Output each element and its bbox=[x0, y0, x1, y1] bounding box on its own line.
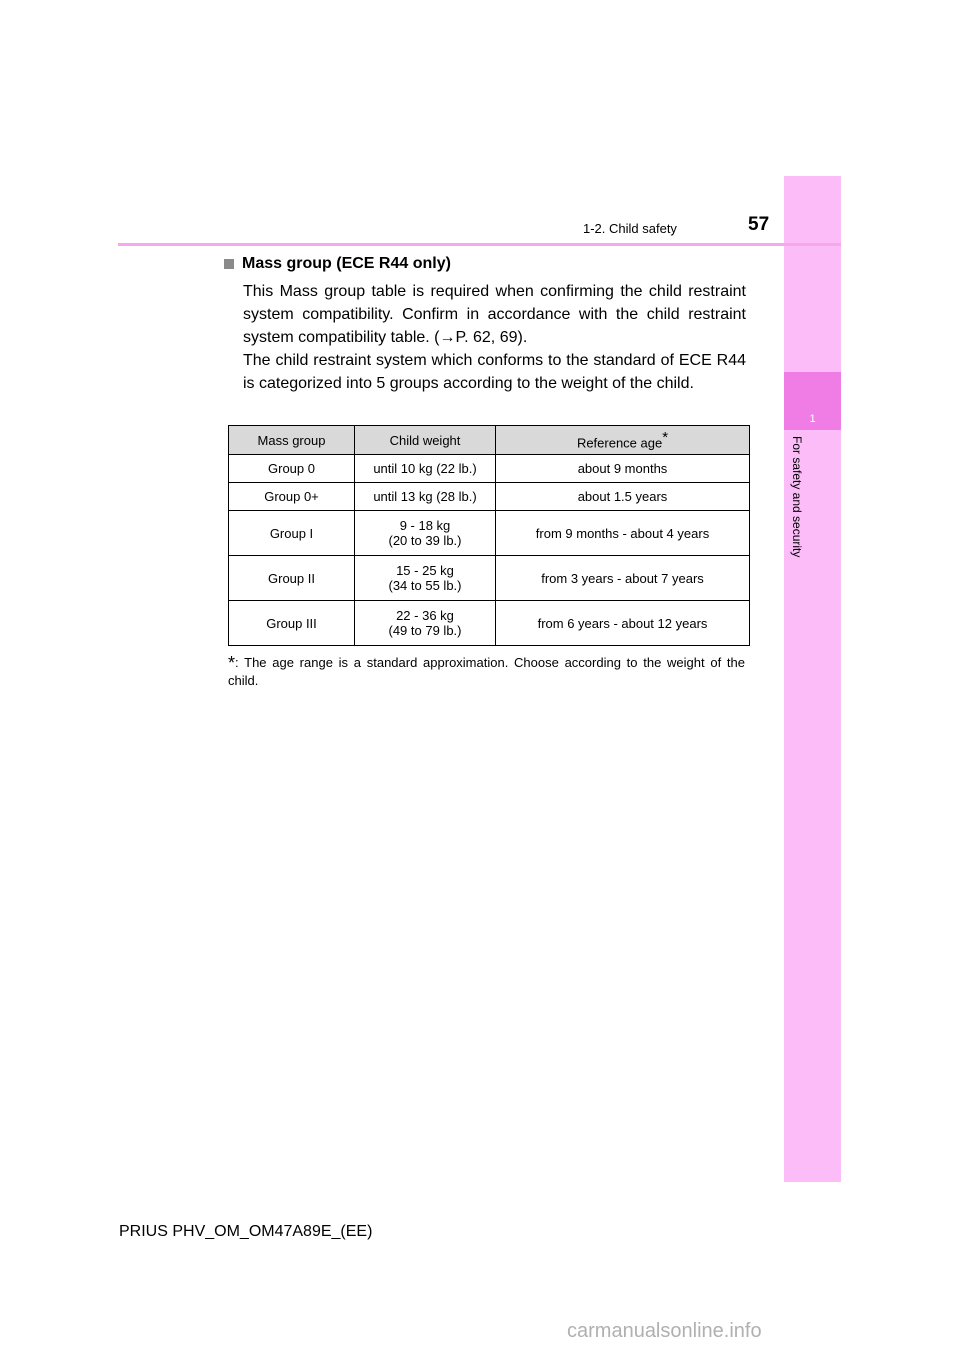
section-heading bbox=[224, 255, 451, 273]
footnote-text: : The age range is a standard approximation. Choose according to the weight of the child. bbox=[228, 655, 745, 688]
mass-group-table bbox=[228, 425, 750, 646]
table-row bbox=[229, 601, 750, 646]
table-row bbox=[229, 455, 750, 483]
chapter-tab-number: 1 bbox=[809, 413, 816, 425]
header-reference-age bbox=[496, 426, 750, 455]
table-header-row bbox=[229, 426, 750, 455]
cell-weight: until 13 kg (28 lb.) bbox=[355, 483, 496, 511]
heading-text: Mass group (ECE R44 only) bbox=[242, 255, 451, 272]
cell-age: from 9 months - about 4 years bbox=[496, 511, 750, 556]
footnote-mark: * bbox=[228, 653, 236, 673]
cell-weight-kg: 9 - 18 kg bbox=[399, 518, 451, 533]
document-code: PRIUS PHV_OM_OM47A89E_(EE) bbox=[119, 1223, 373, 1240]
cell-weight bbox=[355, 601, 496, 646]
chapter-sidebar bbox=[784, 176, 841, 1182]
square-bullet-icon bbox=[224, 259, 234, 269]
table-row bbox=[229, 556, 750, 601]
table-row bbox=[229, 483, 750, 511]
cell-weight-lb: (20 to 39 lb.) bbox=[388, 533, 462, 548]
table-row bbox=[229, 511, 750, 556]
cell-weight: until 10 kg (22 lb.) bbox=[355, 455, 496, 483]
cell-weight bbox=[355, 556, 496, 601]
cell-group: Group 0 bbox=[229, 455, 355, 483]
paragraph-compatibility: This Mass group table is required when confirming the child restraint system compatibility. Confirm in accordance with the child restraint system compatibility table. (→P. 62, 69). bbox=[243, 283, 746, 346]
section-title: 1-2. Child safety bbox=[583, 221, 677, 236]
cell-age: from 3 years - about 7 years bbox=[496, 556, 750, 601]
header-rule bbox=[118, 243, 841, 246]
cell-age: from 6 years - about 12 years bbox=[496, 601, 750, 646]
footnote bbox=[228, 654, 745, 689]
cell-weight-lb: (34 to 55 lb.) bbox=[388, 578, 462, 593]
cell-group: Group III bbox=[229, 601, 355, 646]
header-footnote-mark: * bbox=[662, 429, 669, 447]
cell-weight-lb: (49 to 79 lb.) bbox=[388, 623, 462, 638]
cell-age: about 9 months bbox=[496, 455, 750, 483]
cell-group: Group 0+ bbox=[229, 483, 355, 511]
cell-age: about 1.5 years bbox=[496, 483, 750, 511]
header-child-weight: Child weight bbox=[355, 426, 496, 455]
cell-group: Group I bbox=[229, 511, 355, 556]
paragraph-groups: The child restraint system which conforms to the standard of ECE R44 is categorized into 5 groups according to the weight of the child. bbox=[243, 352, 746, 392]
cell-weight-kg: 22 - 36 kg bbox=[396, 608, 454, 623]
cell-weight-kg: 15 - 25 kg bbox=[396, 563, 454, 578]
page-number: 57 bbox=[748, 214, 770, 235]
header-reference-age-label: Reference age bbox=[576, 435, 663, 451]
cell-group: Group II bbox=[229, 556, 355, 601]
chapter-title: For safety and security bbox=[790, 436, 804, 558]
cell-weight bbox=[355, 511, 496, 556]
header-mass-group: Mass group bbox=[229, 426, 355, 455]
watermark: carmanualsonline.info bbox=[567, 1320, 762, 1342]
